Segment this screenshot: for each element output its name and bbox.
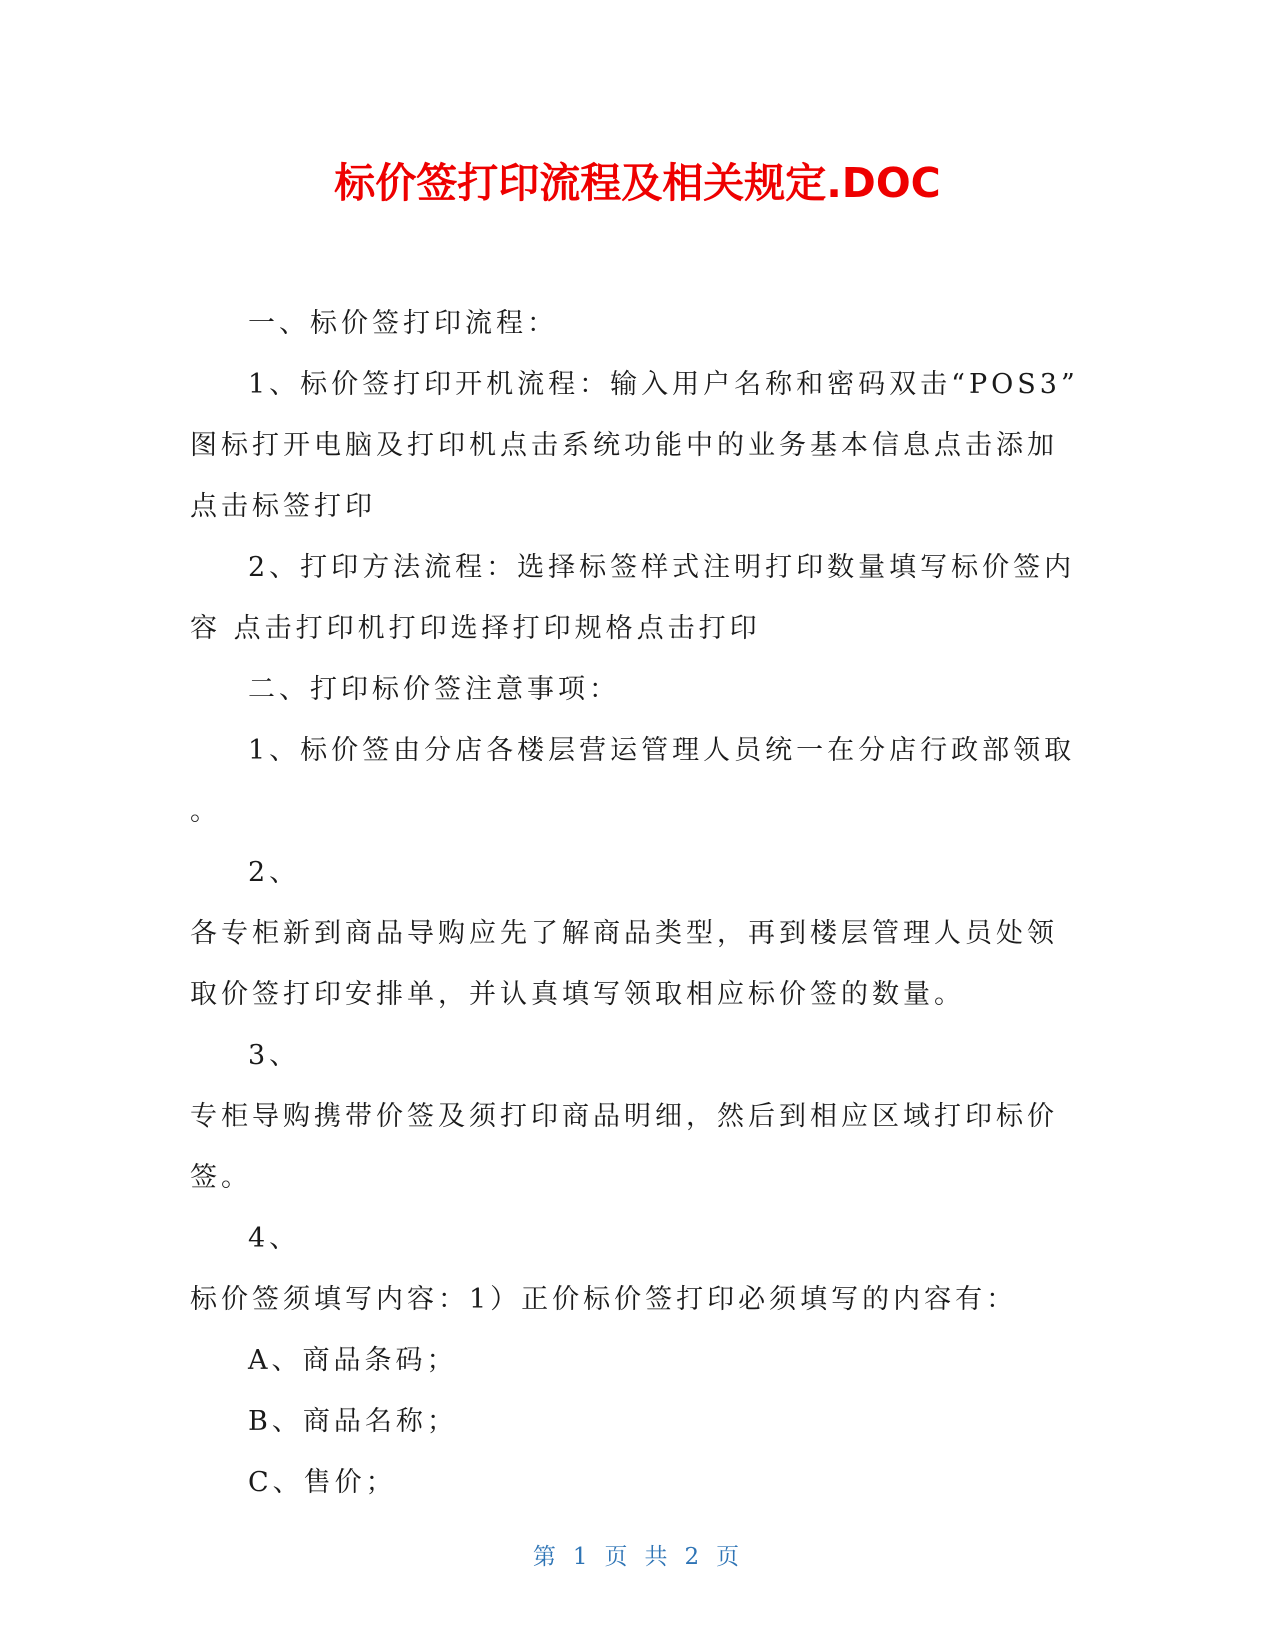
footer-ye2: 页 xyxy=(716,1544,743,1570)
section-heading: 一、标价签打印流程： xyxy=(248,308,558,339)
paragraph-line: 图标打开电脑及打印机点击系统功能中的业务基本信息点击添加 xyxy=(190,430,1058,461)
paragraph-line: 各专柜新到商品导购应先了解商品类型，再到楼层管理人员处领 xyxy=(190,918,1058,949)
paragraph-line: 容 点击打印机打印选择打印规格点击打印 xyxy=(190,613,761,644)
paragraph-line: 2、打印方法流程：选择标签样式注明打印数量填写标价签内 xyxy=(248,552,1076,583)
page-footer xyxy=(0,1538,1275,1571)
footer-gong: 共 xyxy=(644,1544,671,1570)
footer-ye: 页 xyxy=(604,1544,631,1570)
footer-di: 第 xyxy=(532,1544,559,1570)
list-number: 2、 xyxy=(248,857,301,888)
paragraph-line: 点击标签打印 xyxy=(190,491,376,522)
document-title: 标价签打印流程及相关规定.DOC xyxy=(334,159,941,207)
section-heading: 二、打印标价签注意事项： xyxy=(248,674,620,705)
paragraph-line: 标价签须填写内容：1）正价标价签打印必须填写的内容有： xyxy=(190,1284,1018,1315)
list-item: C、售价； xyxy=(248,1467,397,1498)
footer-page-number: 1 xyxy=(572,1544,591,1570)
paragraph-line: 签。 xyxy=(190,1162,252,1193)
paragraph-line: 。 xyxy=(190,796,221,827)
paragraph-line: 1、标价签由分店各楼层营运管理人员统一在分店行政部领取 xyxy=(248,735,1076,766)
list-item: A、商品条码； xyxy=(248,1345,458,1376)
paragraph-line: 1、标价签打印开机流程：输入用户名称和密码双击“POS3” xyxy=(248,369,1079,400)
paragraph-line: 专柜导购携带价签及须打印商品明细，然后到相应区域打印标价 xyxy=(190,1101,1058,1132)
list-item: B、商品名称； xyxy=(248,1406,458,1437)
footer-total-pages: 2 xyxy=(684,1544,703,1570)
list-number: 4、 xyxy=(248,1223,301,1254)
paragraph-line: 取价签打印安排单，并认真填写领取相应标价签的数量。 xyxy=(190,979,965,1010)
document-body xyxy=(190,293,1090,1513)
list-number: 3、 xyxy=(248,1040,301,1071)
